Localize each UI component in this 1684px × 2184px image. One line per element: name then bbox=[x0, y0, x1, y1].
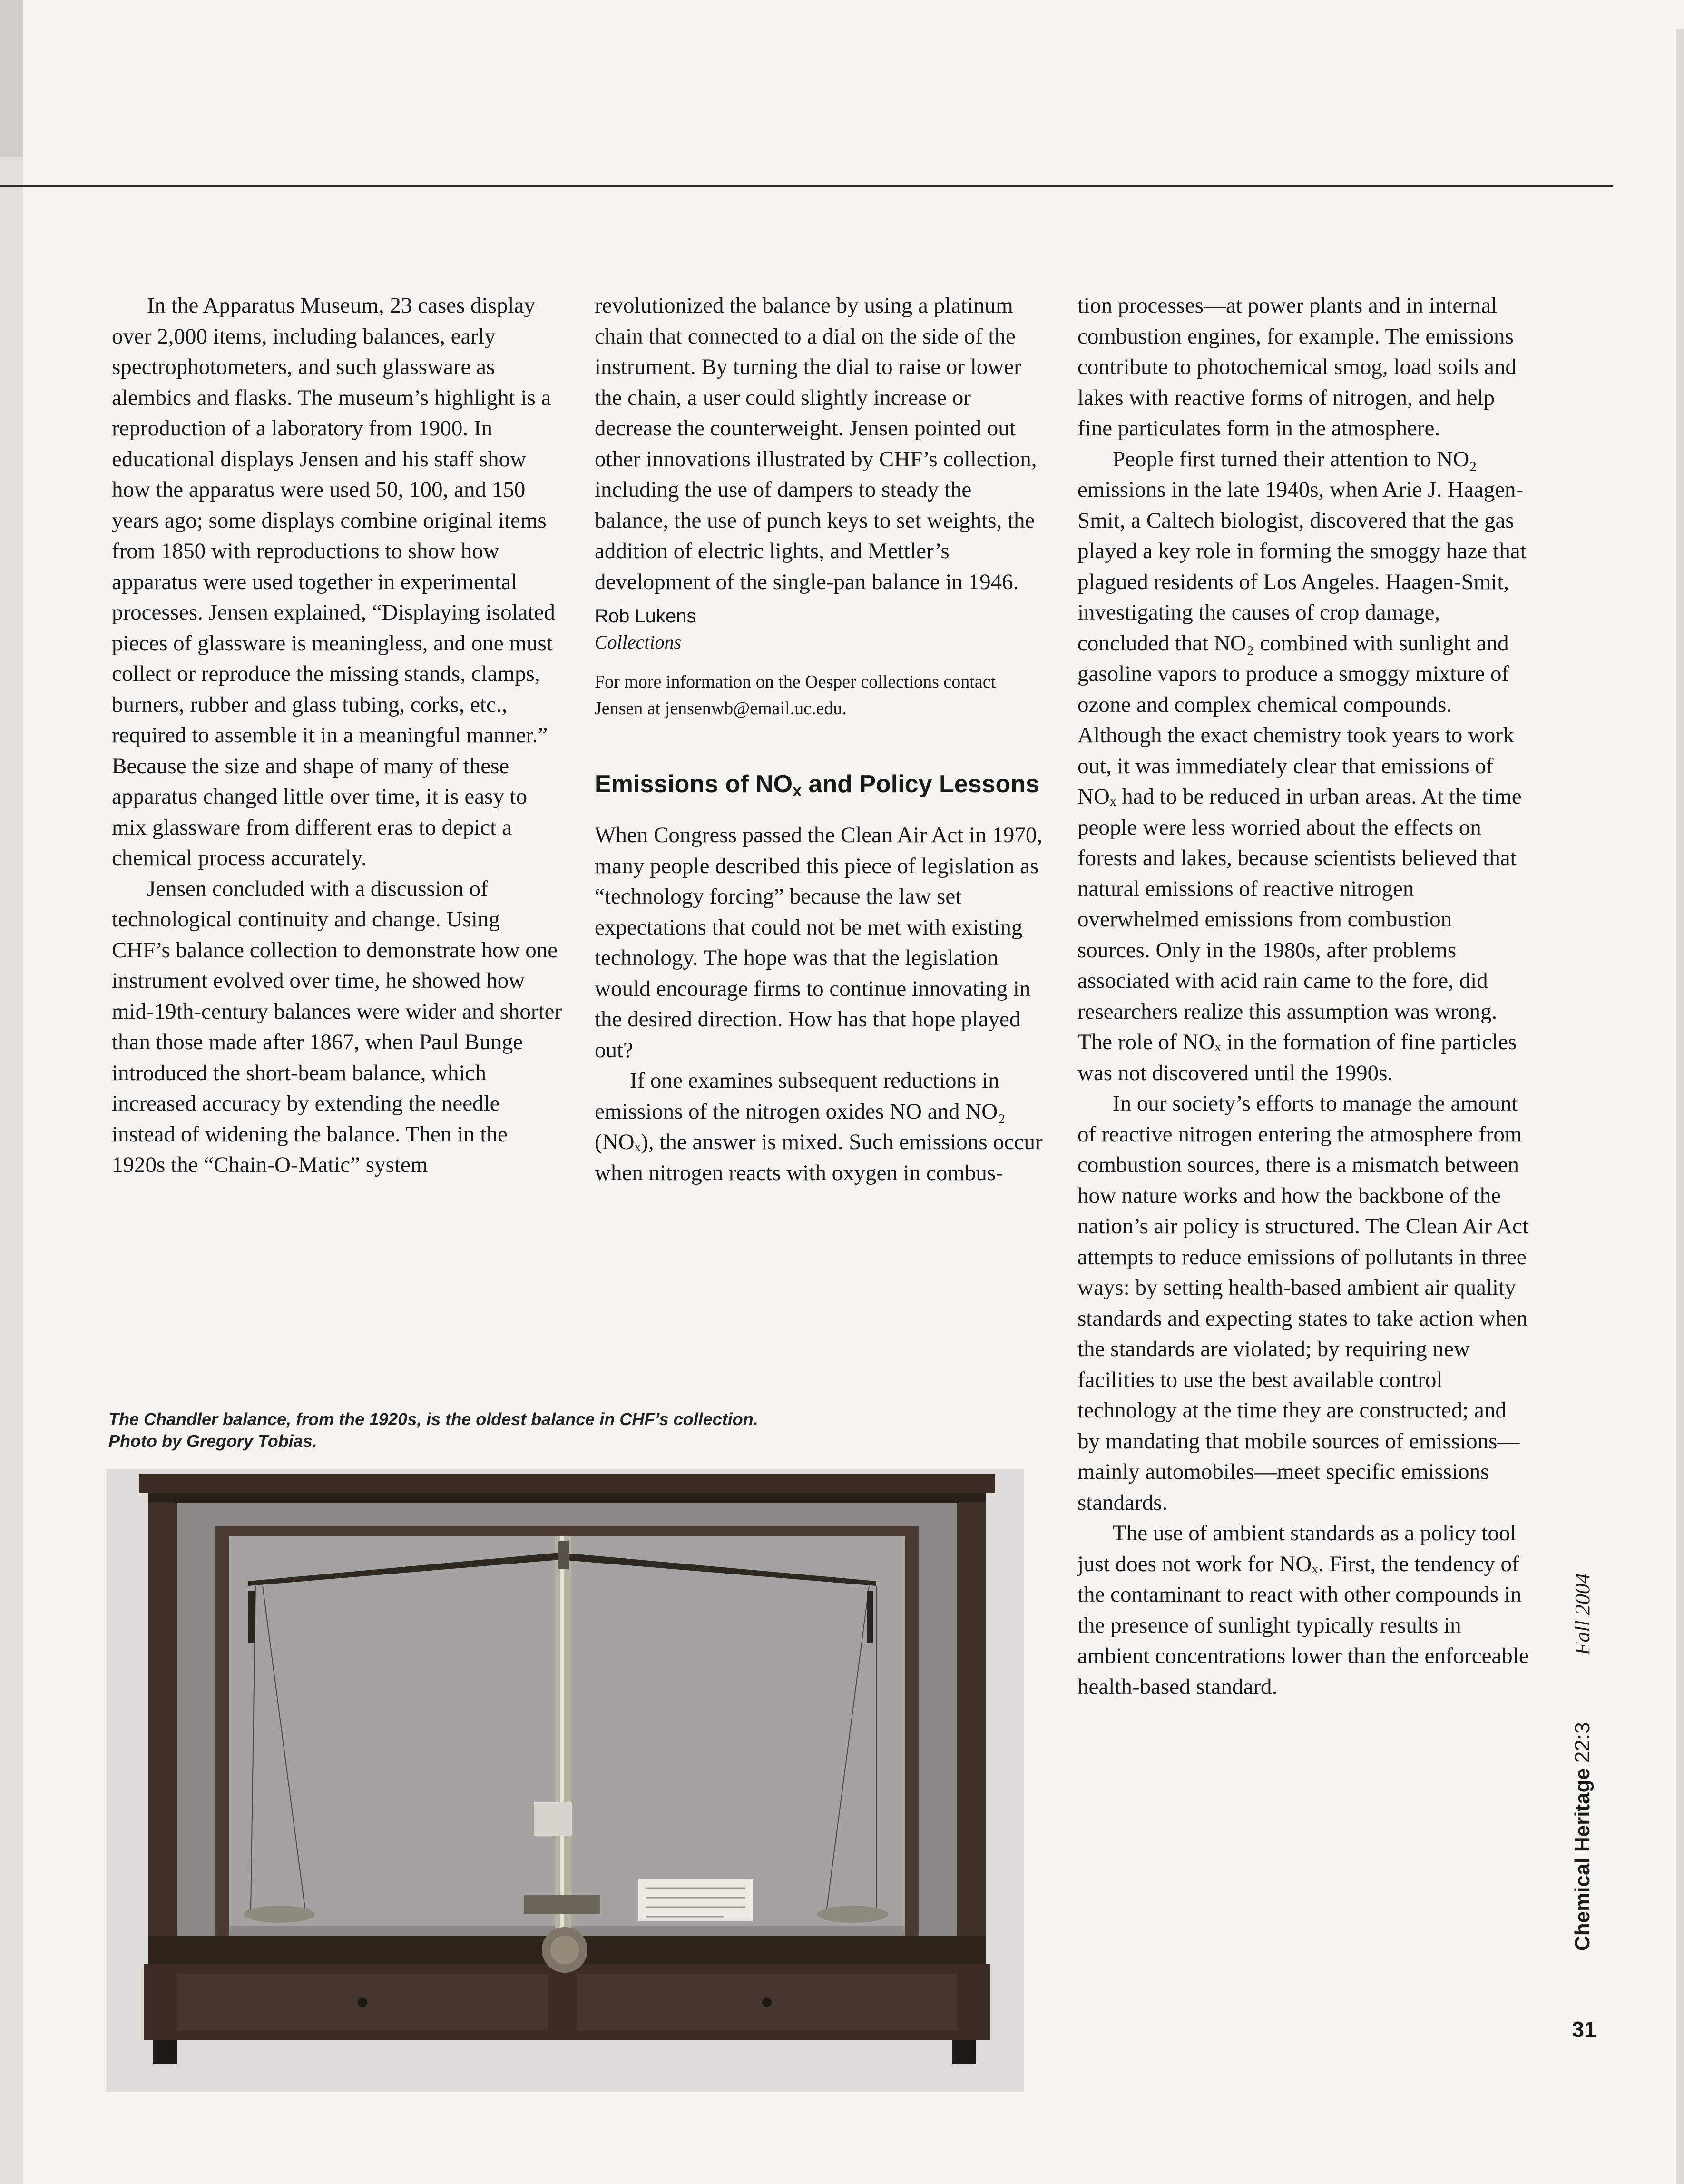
running-footer bbox=[1561, 1573, 1604, 1951]
body-paragraph: The use of ambient standards as a policy tool just does not work for NOₓ. First, the tendency of the contaminant to react with other compounds in the presence of sunlight typically results in ambient concentrations lower than the enforceable health-based standard. bbox=[1077, 1521, 1529, 1699]
body-paragraph: People first turned their attention to NO₂ emissions in the late 1940s, when Arie J. Haagen-Smit, a Caltech biologist, discovered that the gas played a key role in forming the smoggy haze that plagued residents of Los Angeles. Haagen-Smit, investigating the causes of crop damage, concluded that NO₂ combined with sunlight and gasoline vapors to produce a smoggy mixture of ozone and complex chemical compounds. Although the exact chemistry took years to work out, it was immediately clear that emissions of NOₓ had to be reduced in urban areas. At the time people were less worried about the effects on forests and lakes, because scientists believed that natural emissions of reactive nitrogen overwhelmed emissions from combustion sources. Only in the 1980s, after problems associated with acid rain came to the fore, did researchers realize this assumption was wrong. The role of NOₓ in the formation of fine particles was not discovered until the 1990s. bbox=[1077, 446, 1527, 1085]
page-number: 31 bbox=[1572, 2017, 1596, 2042]
header-rule bbox=[0, 185, 1613, 187]
contact-note: For more information on the Oesper collections contact Jensen at jensenwb@email.uc.edu. bbox=[595, 672, 996, 718]
text-column-3 bbox=[1077, 290, 1529, 1702]
journal-title: Chemical Heritage bbox=[1571, 1768, 1594, 1951]
body-paragraph: In our society’s efforts to manage the amount of reactive nitrogen entering the atmosphere from combustion sources, there is a mismatch between how nature works and how the backbone of the nation’s air policy is structured. The Clean Air Act attempts to reduce emissions of pollutants in three ways: by setting health-based ambient air quality standards and expecting states to take action when the standards are violated; by requiring new facilities to use the best available control technology at the time they are constructed; and by mandating that mobile sources of emissions—mainly automobiles—meet specific emissions standards. bbox=[1077, 1091, 1529, 1515]
body-paragraph: revolutionized the balance by using a platinum chain that connected to a dial on the side of the instrument. By turning the dial to raise or lower the chain, a user could slightly increase or decrease the counterweight. Jensen pointed out other innovations illustrated by CHF’s collection, including the use of dampers to steady the balance, the use of punch keys to set weights, the addition of electric lights, and Mettler’s development of the single-pan balance in 1946. bbox=[595, 293, 1037, 594]
binding-edge bbox=[0, 0, 23, 2184]
balance-photo bbox=[106, 1469, 1024, 2092]
previous-page-edge bbox=[0, 0, 23, 157]
body-paragraph: If one examines subsequent reductions in emissions of the nitrogen oxides NO and NO₂ (NOₓ), the answer is mixed. Such emissions occur when nitrogen reacts with oxygen in combus- bbox=[595, 1068, 1043, 1185]
issue-season: Fall 2004 bbox=[1571, 1573, 1594, 1655]
body-paragraph: When Congress passed the Clean Air Act in 1970, many people described this piece of legislation as “technology forcing” because the law set expectations that could not be met with existing technology. The hope was that the legislation would encourage firms to continue innovating in the desired direction. How has that hope played out? bbox=[595, 823, 1043, 1062]
text-column-1 bbox=[112, 290, 564, 1181]
section-heading: Emissions of $NO_x$ and Policy Lessons bbox=[595, 770, 1039, 800]
photo-caption: The Chandler balance, from the 1920s, is the oldest balance in CHF’s collection. Photo by Gregory Tobias. bbox=[108, 1409, 758, 1451]
body-paragraph: In the Apparatus Museum, 23 cases display over 2,000 items, including balances, early spectrophotometers, and such glassware as alembics and flasks. The museum’s highlight is a reproduction of a laboratory from 1900. In educational displays Jensen and his staff show how the apparatus were used 50, 100, and 150 years ago; some displays combine original items from 1850 with reproductions to show how apparatus were used together in experimental processes. Jensen explained, “Displaying isolated pieces of glassware is meaningless, and one must collect or reproduce the missing stands, clamps, burners, rubber and glass tubing, corks, etc., required to assemble it in a meaningful manner.” Because the size and shape of many of these apparatus changed little over time, it is easy to mix glassware from different eras to depict a chemical process accurately. bbox=[112, 293, 555, 870]
body-paragraph: Jensen concluded with a discussion of technological continuity and change. Using CHF’s balance collection to demonstrate how one instrument evolved over time, he showed how mid-19th-century balances were wider and shorter than those made after 1867, when Paul Bunge introduced the short-beam balance, which increased accuracy by extending the needle instead of widening the balance. Then in the 1920s the “Chain-O-Matic” system bbox=[112, 876, 562, 1177]
page-edge-shadow bbox=[1676, 29, 1684, 2184]
body-paragraph: tion processes—at power plants and in internal combustion engines, for example. The emissions contribute to photochemical smog, load soils and lakes with reactive forms of nitrogen, and help fine particulates form in the atmosphere. bbox=[1077, 293, 1517, 441]
balance-illustration bbox=[106, 1469, 1024, 2092]
text-column-2 bbox=[595, 290, 1047, 1188]
byline-department: Collections bbox=[595, 631, 682, 653]
journal-issue: 22:3 bbox=[1571, 1722, 1594, 1763]
byline-author: Rob Lukens bbox=[595, 606, 696, 627]
